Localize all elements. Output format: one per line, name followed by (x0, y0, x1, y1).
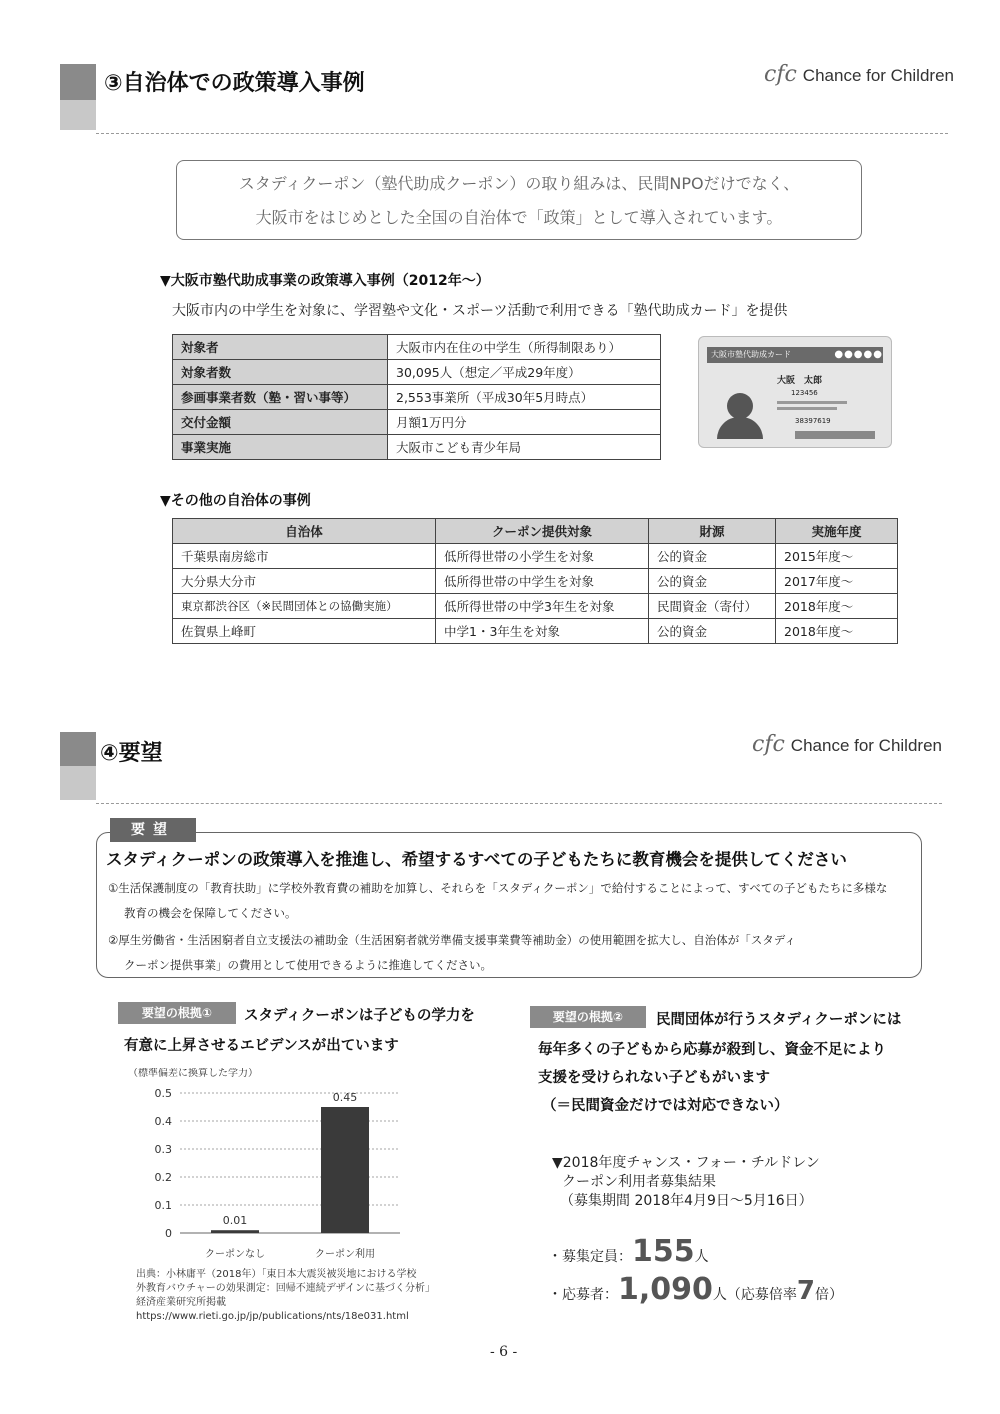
source-line: 出典：小林庸平（2018年）「東日本大震災被災地における学校 (136, 1269, 417, 1280)
card-barcode (795, 431, 875, 439)
table-row (173, 385, 661, 410)
recruit-results (552, 1154, 820, 1211)
osaka-description: 大阪市内の中学生を対象に、学習塾や文化・スポーツ活動で利用できる「塾代助成カード」を提供 (172, 303, 788, 319)
row-value: 月額1万円分 (388, 410, 661, 435)
table-row (173, 435, 661, 460)
request-item-2a: ②厚生労働省・生活困窮者自立支援法の補助金（生活困窮者就労準備支援事業費等補助金）の使用範囲を拡大し、自治体が「スタディ (108, 933, 796, 947)
cell: 公的資金 (649, 619, 776, 644)
cell: 佐賀県上峰町 (173, 619, 436, 644)
person-icon (727, 393, 753, 419)
bar-1 (211, 1230, 259, 1233)
basis2-line2: 毎年多くの子どもから応募が殺到し、資金不足により (538, 1042, 886, 1058)
y-tick-label: 0.2 (154, 1171, 172, 1184)
cell: 東京都渋谷区（※民間団体との協働実施） (173, 594, 436, 619)
brand-name: Chance for Children (802, 66, 954, 85)
y-axis-label: （標準偏差に換算した学力） (128, 1068, 258, 1079)
capacity-label: ・募集定員： (548, 1249, 632, 1265)
row-key: 参画事業者数（塾・習い事等） (173, 385, 388, 410)
basis2-tag: 要望の根拠② (530, 1006, 646, 1028)
cfc-logo-icon: cfc (752, 732, 785, 757)
intro-box (176, 160, 862, 240)
table-header-row (173, 519, 898, 544)
section3-marker (60, 64, 96, 130)
row-key: 対象者 (173, 335, 388, 360)
applicants-stat (548, 1272, 843, 1307)
card-text-line (777, 401, 847, 404)
others-table (172, 518, 898, 644)
cell: 大分県大分市 (173, 569, 436, 594)
section3-divider (96, 133, 948, 134)
table-row (173, 360, 661, 385)
brand-logo-top (764, 62, 954, 87)
card-text-line (777, 407, 837, 410)
brand-name: Chance for Children (790, 736, 942, 755)
row-value: 大阪市こども青少年局 (388, 435, 661, 460)
ratio-prefix: （応募倍率 (726, 1287, 797, 1303)
capacity-value: 155 (632, 1234, 695, 1269)
table-row (173, 619, 898, 644)
row-key: 事業実施 (173, 435, 388, 460)
card-number: 123456 (791, 389, 818, 397)
y-tick-label: 0 (165, 1227, 172, 1240)
cell: 千葉県南房総市 (173, 544, 436, 569)
cell: 低所得世帯の小学生を対象 (436, 544, 649, 569)
row-key: 交付金額 (173, 410, 388, 435)
request-item-1a: ①生活保護制度の「教育扶助」に学校外教育費の補助を加算し、それらを「スタディクーポン」で給付することによって、すべての子どもたちに多様な (108, 881, 888, 895)
basis1-tag: 要望の根拠① (118, 1002, 236, 1024)
recruit-line: （募集期間 2018年4月9日～5月16日） (560, 1193, 813, 1209)
card-header: 大阪市塾代助成カード (707, 347, 883, 363)
card-dots-icon: ●●●●● (834, 349, 883, 360)
card-name: 大阪 太郎 (777, 376, 823, 386)
source-line: 経済産業研究所掲載 (136, 1297, 226, 1308)
cell: 2018年度～ (776, 594, 898, 619)
basis1-line1: スタディクーポンは子どもの学力を (244, 1008, 475, 1024)
applicants-unit: 人 (712, 1287, 727, 1303)
request-item-2b: クーポン提供事業」の費用として使用できるように推進してください。 (124, 958, 492, 972)
basis2-line3: 支援を受けられない子どもがいます (538, 1070, 770, 1086)
section4-divider (96, 803, 942, 804)
capacity-unit: 人 (694, 1249, 709, 1265)
cell: 2018年度～ (776, 619, 898, 644)
applicants-label: ・応募者： (548, 1287, 618, 1303)
source-citation (136, 1268, 435, 1324)
cell: 公的資金 (649, 544, 776, 569)
cell: 低所得世帯の中学3年生を対象 (436, 594, 649, 619)
section3-title: ③自治体での政策導入事例 (104, 71, 365, 96)
basis2-line4: （＝民間資金だけでは対応できない） (542, 1098, 789, 1114)
x-tick-label: クーポンなし (205, 1249, 265, 1260)
request-label: 要望 (110, 818, 196, 842)
score-bar-chart (120, 1068, 420, 1264)
col-header: 自治体 (173, 519, 436, 544)
applicants-value: 1,090 (618, 1272, 713, 1307)
table-row (173, 410, 661, 435)
cell: 2015年度～ (776, 544, 898, 569)
row-value: 30,095人（想定／平成29年度） (388, 360, 661, 385)
source-line: 外教育バウチャーの効果測定：回帰不連続デザインに基づく分析」 (136, 1283, 435, 1294)
osaka-table (172, 334, 661, 460)
cfc-logo-icon: cfc (764, 62, 797, 87)
col-header: 実施年度 (776, 519, 898, 544)
recruit-line: ▼2018年度チャンス・フォー・チルドレン (552, 1155, 820, 1171)
source-url: https://www.rieti.go.jp/jp/publications/nts/18e031.html (136, 1311, 409, 1322)
table-row (173, 544, 898, 569)
capacity-stat (548, 1234, 709, 1269)
table-row (173, 594, 898, 619)
y-tick-label: 0.1 (154, 1199, 172, 1212)
brand-logo-bottom (752, 732, 942, 757)
row-value: 大阪市内在住の中学生（所得制限あり） (388, 335, 661, 360)
table-row (173, 569, 898, 594)
person-body-icon (717, 417, 763, 439)
cell: 中学1・3年生を対象 (436, 619, 649, 644)
basis1-line2: 有意に上昇させるエビデンスが出ています (124, 1038, 399, 1054)
intro-line-2: 大阪市をはじめとした全国の自治体で「政策」として導入されています。 (255, 208, 783, 227)
cell: 低所得世帯の中学生を対象 (436, 569, 649, 594)
cell: 2017年度～ (776, 569, 898, 594)
basis2-line1: 民間団体が行うスタディクーポンには (656, 1012, 902, 1028)
intro-line-1: スタディクーポン（塾代助成クーポン）の取り組みは、民間NPOだけでなく、 (238, 174, 800, 193)
x-tick-label: クーポン利用 (315, 1249, 375, 1260)
row-key: 対象者数 (173, 360, 388, 385)
section4-marker (60, 732, 96, 800)
table-row (173, 335, 661, 360)
data-label: 0.45 (332, 1091, 358, 1104)
others-heading: ▼その他の自治体の事例 (160, 493, 311, 509)
subsidy-card-image (698, 336, 892, 448)
osaka-heading: ▼大阪市塾代助成事業の政策導入事例（2012年～） (160, 273, 490, 289)
bar-2 (321, 1107, 369, 1233)
y-tick-label: 0.5 (154, 1087, 172, 1100)
ratio-value: 7 (796, 1276, 815, 1306)
col-header: 財源 (649, 519, 776, 544)
data-label: 0.01 (222, 1214, 248, 1228)
page-number: - 6 - (490, 1344, 518, 1360)
section4-title: ④要望 (100, 741, 163, 766)
card-code: 38397619 (795, 417, 831, 425)
y-tick-label: 0.3 (154, 1143, 172, 1156)
y-tick-label: 0.4 (154, 1115, 172, 1128)
ratio-suffix: 倍） (815, 1287, 843, 1303)
row-value: 2,553事業所（平成30年5月時点） (388, 385, 661, 410)
col-header: クーポン提供対象 (436, 519, 649, 544)
cell: 民間資金（寄付） (649, 594, 776, 619)
request-item-1b: 教育の機会を保障してください。 (124, 906, 297, 920)
cell: 公的資金 (649, 569, 776, 594)
request-main: スタディクーポンの政策導入を推進し、希望するすべての子どもたちに教育機会を提供してください (106, 850, 847, 869)
recruit-line: クーポン利用者募集結果 (562, 1174, 716, 1190)
